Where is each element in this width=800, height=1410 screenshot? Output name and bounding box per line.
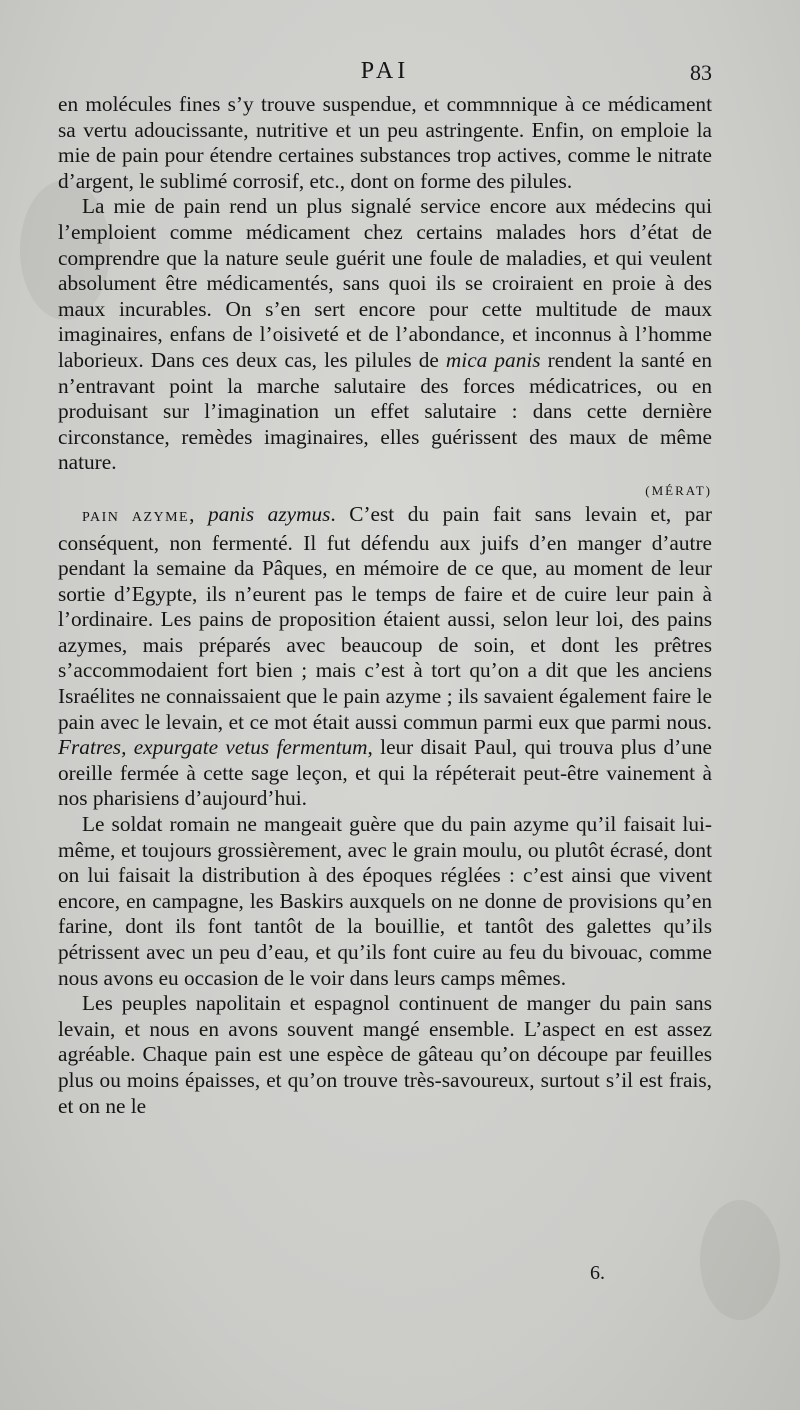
latin-quote: Fratres, expurgate vetus fermentum	[58, 735, 368, 760]
entry-paragraph: PAIN AZYME, panis azymus. C’est du pain fait sans levain et, par conséquent, non fermenté. Il fut défendu aux juifs d’en manger d’autre pendant la semaine da Pâques, en mémoire de ce que, au moment de leur sortie d’Egypte, ils n’eurent pas le temps de faire et de cuire leur pain à l’ordinaire. Les pains de proposition étaient aussi, selon leur loi, des pains azymes, mais préparés avec beaucoup de soin, et dont les prêtres s’accommodaient fort bien ; mais c’est à tort qu’on a dit que les anciens Israélites ne connaissaient que le pain azyme ; ils savaient également faire le pain avec le levain, et ce mot était aussi commun parmi eux que parmi nous. Fratres, expurgate vetus fermentum, leur disait Paul, qui trouva plus d’une oreille fermée à cette sage leçon, et qui la répéterait peut-être vainement à nos pharisiens d’aujourd’hui.	[58, 501, 712, 811]
paragraph: Les peuples napolitain et espagnol continuent de manger du pain sans levain, et nous en avons souvent mangé ensemble. L’aspect en est assez agréable. Chaque pain est une espèce de gâteau qu’on découpe par feuilles plus ou moins épaisses, et qu’on trouve très-savoureux, surtout s’il est frais, et on ne le	[58, 991, 712, 1118]
paper-stain	[700, 1200, 780, 1320]
signature-mark: 6.	[590, 1262, 605, 1284]
paragraph	[58, 194, 712, 476]
entry-text: , leur disait Paul, qui trouva plus d’une oreille fermée à cette sage leçon, et qui la répéterait peut-être vainement à nos pharisiens d’aujourd’hui.	[58, 735, 712, 811]
paragraph-text: La mie de pain rend un plus signalé service encore aux médecins qui l’emploient comme médicament chez certains malades hors d’état de comprendre que la nature seule guérit une foule de maladies, et qui veulent absolument être médicamentés, sans quoi ils se croiraient en proie à des maux incurables. On s’en sert encore pour cette multitude de maux imaginaires, enfans de l’oisiveté et de l’abondance, et inconnus à l’homme laborieux. Dans ces deux cas, les pilules de	[58, 194, 712, 372]
page-body	[58, 92, 712, 1119]
paragraph: Le soldat romain ne mangeait guère que du pain azyme qu’il faisait lui-même, et toujours grossièrement, avec le grain moulu, ou plutôt écrasé, dont on lui faisait la distribution à des époques réglées : c’est ainsi que vivent encore, en campagne, les Baskirs auxquels on ne donne de provisions qu’en farine, dont ils font tantôt de la bouillie, et tantôt des galettes qu’ils pétrissent avec un peu d’eau, et qu’ils font cuire au feu du bivouac, comme nous avons eu occasion de le voir dans leurs camps mêmes.	[58, 812, 712, 990]
page-header	[58, 58, 712, 90]
paragraph-text: rendent la santé en n’entravant point la marche salutaire des forces médicatrices, ou en produisant sur l’imagination un effet salutaire : dans cette dernière circonstance, remèdes imaginaires, elles guérissent des maux de même nature.	[58, 347, 712, 475]
paragraph: en molécules fines s’y trouve suspendue, et commnnique à ce médicament sa vertu adoucissante, nutritive et un peu astringente. Enfin, on emploie la mie de pain pour étendre certaines substances trop actives, comme le nitrate d’argent, le sublimé corrosif, etc., dont on forme des pilules.	[58, 92, 712, 193]
entry-text: . C’est du pain fait sans levain et, par conséquent, non fermenté. Il fut défendu aux juifs d’en manger d’autre pendant la semaine da Pâques, en mémoire de ce que, au moment de leur sortie d’Egypte, ils n’eurent pas le temps de faire et de cuire leur pain à l’ordinaire. Les pains de proposition étaient aussi, selon leur loi, des pains azymes, mais préparés avec beaucoup de soin, et dont les prêtres s’accommodaient fort bien ; mais c’est à tort qu’on a dit que les anciens Israélites ne connaissaient que le pain azyme ; ils savaient également faire le pain avec le levain, et ce mot était aussi commun parmi eux que parmi nous.	[58, 501, 712, 734]
running-head: PAI	[360, 58, 410, 84]
author-signature: (MÉRAT)	[645, 482, 712, 498]
entry-latin-name: panis azymus	[207, 501, 331, 526]
entry-headword: PAIN AZYME	[82, 509, 190, 525]
latin-term: mica panis	[445, 347, 541, 372]
page-number: 83	[690, 60, 712, 85]
